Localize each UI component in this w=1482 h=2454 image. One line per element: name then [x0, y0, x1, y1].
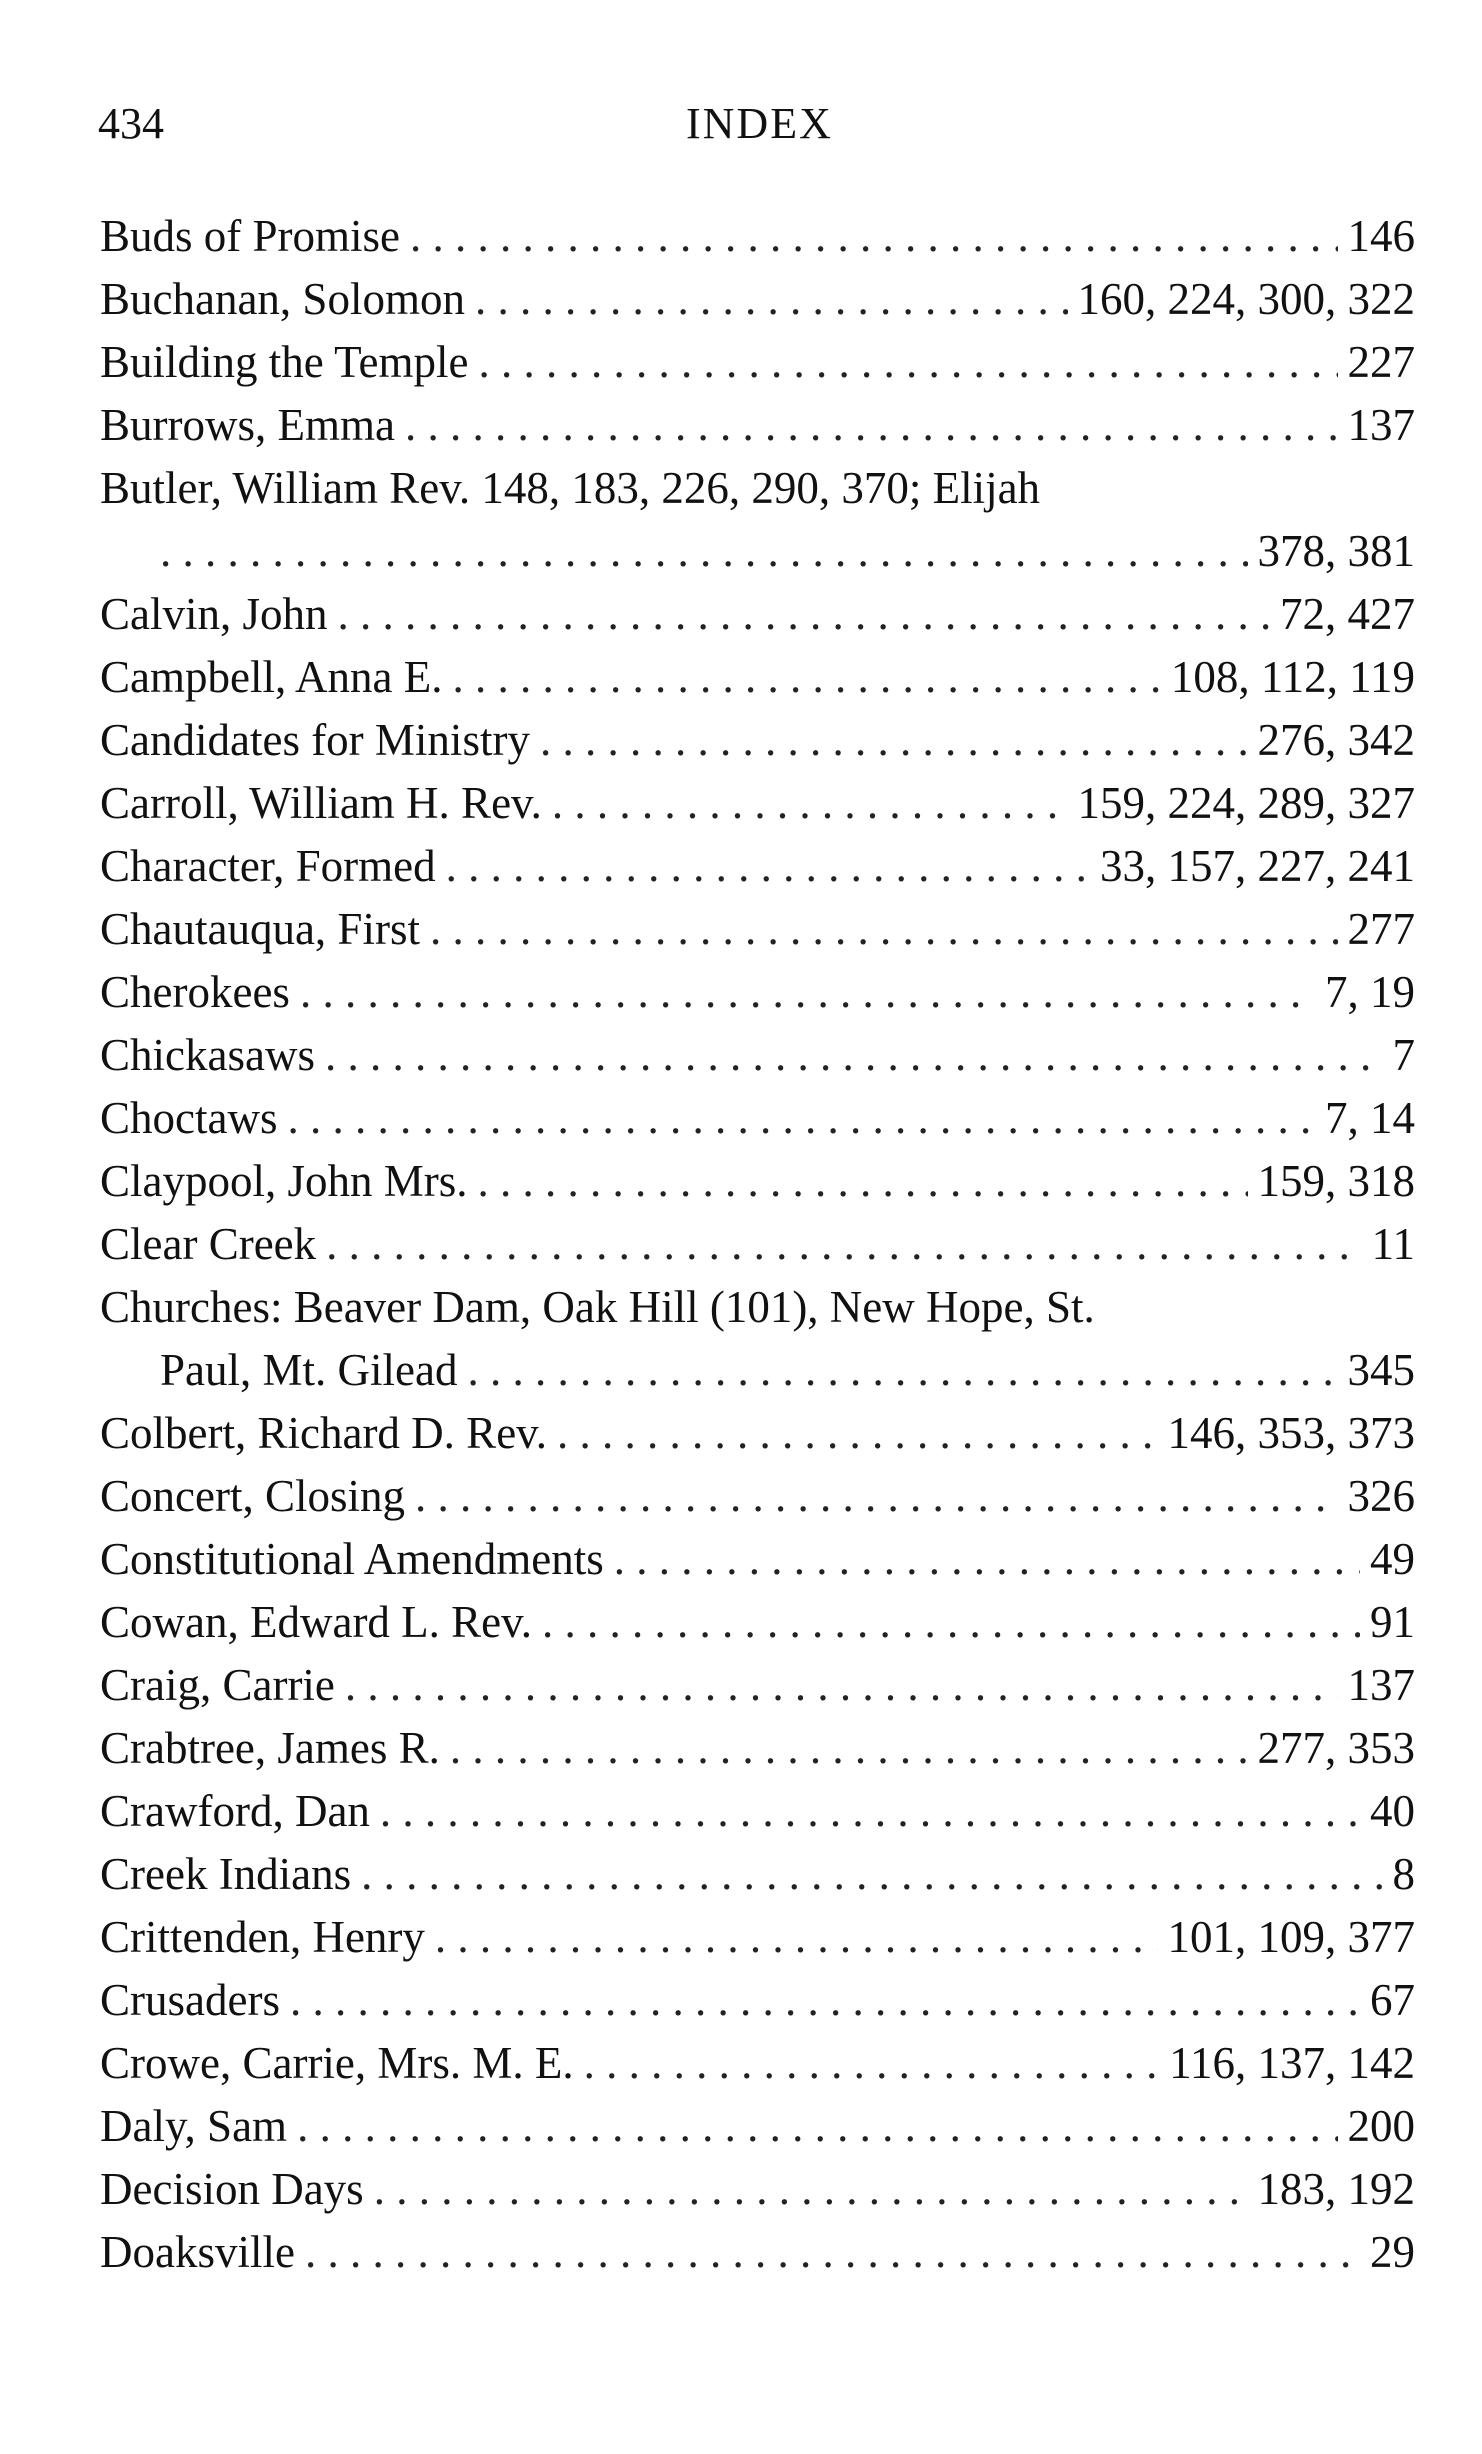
dot-leader	[297, 2095, 1337, 2158]
entry-name: Character, Formed	[100, 841, 436, 891]
dot-leader	[584, 2032, 1159, 2095]
index-entry	[100, 1402, 1415, 1465]
entry-pages: 72, 427	[1280, 589, 1415, 639]
entry-pages: 8	[1392, 1849, 1415, 1899]
entry-name: Cowan, Edward L. Rev.	[100, 1597, 532, 1647]
entry-name: Butler, William Rev. 148, 183, 226, 290, 370; Elijah	[100, 463, 1041, 513]
entry-name: Buds of Promise	[100, 211, 401, 261]
entry-name: Crowe, Carrie, Mrs. M. E.	[100, 2038, 574, 2088]
entry-name: Chickasaws	[100, 1030, 315, 1080]
dot-leader	[338, 583, 1270, 646]
dot-leader	[542, 1591, 1360, 1654]
dot-leader	[410, 205, 1337, 268]
index-entry	[100, 1969, 1415, 2032]
dot-leader	[557, 1402, 1158, 1465]
entry-pages: 160, 224, 300, 322	[1077, 274, 1415, 324]
index-list	[100, 205, 1415, 2284]
index-entry-first-line	[100, 1276, 1415, 1339]
entry-name: Clear Creek	[100, 1219, 317, 1269]
index-entry	[100, 709, 1415, 772]
index-entry	[100, 1150, 1415, 1213]
dot-leader	[552, 772, 1068, 835]
entry-pages: 277, 353	[1257, 1723, 1415, 1773]
index-entry	[100, 646, 1415, 709]
index-entry	[100, 835, 1415, 898]
index-entry	[100, 1591, 1415, 1654]
entry-name: Carroll, William H. Rev.	[100, 778, 542, 828]
running-title: INDEX	[686, 99, 833, 148]
entry-name: Crawford, Dan	[100, 1786, 370, 1836]
entry-pages: 146	[1347, 211, 1415, 261]
entry-pages: 7, 19	[1325, 967, 1415, 1017]
dot-leader	[300, 961, 1315, 1024]
index-entry-continuation	[100, 1339, 1415, 1402]
index-entry	[100, 898, 1415, 961]
entry-pages: 11	[1371, 1219, 1415, 1269]
entry-name: Colbert, Richard D. Rev.	[100, 1408, 547, 1458]
entry-name: Crusaders	[100, 1975, 280, 2025]
index-entry	[100, 1906, 1415, 1969]
entry-pages: 49	[1370, 1534, 1415, 1584]
index-entry	[100, 205, 1415, 268]
entry-name: Building the Temple	[100, 337, 469, 387]
dot-leader	[450, 1717, 1248, 1780]
entry-pages: 7, 14	[1325, 1093, 1415, 1143]
dot-leader	[345, 1654, 1338, 1717]
index-entry	[100, 1087, 1415, 1150]
entry-name: Buchanan, Solomon	[100, 274, 465, 324]
index-entry	[100, 1024, 1415, 1087]
index-entry	[100, 961, 1415, 1024]
dot-leader	[380, 1780, 1360, 1843]
dot-leader	[435, 1906, 1158, 1969]
entry-pages: 227	[1347, 337, 1415, 387]
entry-name: Candidates for Ministry	[100, 715, 530, 765]
entry-name: Doaksville	[100, 2227, 295, 2277]
entry-name: Choctaws	[100, 1093, 278, 1143]
entry-pages: 200	[1347, 2101, 1415, 2151]
entry-pages: 146, 353, 373	[1167, 1408, 1415, 1458]
index-entry	[100, 1843, 1415, 1906]
dot-leader	[305, 2221, 1360, 2284]
index-entry	[100, 2158, 1415, 2221]
entry-pages: 29	[1370, 2227, 1415, 2277]
index-entry	[100, 2221, 1415, 2284]
entry-name: Crittenden, Henry	[100, 1912, 425, 1962]
entry-name: Daly, Sam	[100, 2101, 288, 2151]
dot-leader	[467, 1339, 1337, 1402]
index-entry	[100, 331, 1415, 394]
entry-name: Campbell, Anna E.	[100, 652, 443, 702]
entry-pages: 40	[1370, 1786, 1415, 1836]
index-entry	[100, 394, 1415, 457]
dot-leader	[540, 709, 1248, 772]
entry-pages: 33, 157, 227, 241	[1100, 841, 1415, 891]
dot-leader	[160, 520, 1248, 583]
entry-pages: 159, 224, 289, 327	[1077, 778, 1415, 828]
entry-pages: 137	[1347, 400, 1415, 450]
entry-pages: 276, 342	[1257, 715, 1415, 765]
dot-leader	[287, 1087, 1315, 1150]
dot-leader	[290, 1969, 1360, 2032]
index-entry	[100, 772, 1415, 835]
entry-name: Calvin, John	[100, 589, 328, 639]
index-entry	[100, 583, 1415, 646]
dot-leader	[478, 1150, 1248, 1213]
index-entry	[100, 1780, 1415, 1843]
dot-leader	[452, 646, 1160, 709]
dot-leader	[326, 1213, 1362, 1276]
entry-pages: 116, 137, 142	[1169, 2038, 1415, 2088]
index-entry	[100, 1717, 1415, 1780]
entry-pages: 183, 192	[1257, 2164, 1415, 2214]
index-entry	[100, 1213, 1415, 1276]
index-entry	[100, 2095, 1415, 2158]
index-entry	[100, 1528, 1415, 1591]
entry-pages: 378, 381	[1257, 526, 1415, 576]
entry-name: Cherokees	[100, 967, 290, 1017]
entry-pages: 7	[1392, 1030, 1415, 1080]
dot-leader	[415, 1465, 1338, 1528]
entry-pages: 137	[1347, 1660, 1415, 1710]
entry-pages: 101, 109, 377	[1167, 1912, 1415, 1962]
entry-name: Chautauqua, First	[100, 904, 420, 954]
entry-name: Crabtree, James R.	[100, 1723, 440, 1773]
index-entry	[100, 1465, 1415, 1528]
index-entry	[100, 268, 1415, 331]
dot-leader	[446, 835, 1090, 898]
dot-leader	[614, 1528, 1360, 1591]
entry-name: Burrows, Emma	[100, 400, 395, 450]
dot-leader	[475, 268, 1068, 331]
entry-name: Concert, Closing	[100, 1471, 405, 1521]
page-header	[98, 98, 1398, 158]
page-number: 434	[98, 99, 164, 148]
entry-name: Churches: Beaver Dam, Oak Hill (101), New Hope, St.	[100, 1282, 1095, 1332]
index-entry	[100, 1654, 1415, 1717]
entry-pages: 326	[1347, 1471, 1415, 1521]
dot-leader	[430, 898, 1338, 961]
entry-pages: 67	[1370, 1975, 1415, 2025]
dot-leader	[325, 1024, 1383, 1087]
entry-name: Claypool, John Mrs.	[100, 1156, 468, 1206]
entry-name: Creek Indians	[100, 1849, 352, 1899]
entry-pages: 277	[1347, 904, 1415, 954]
entry-name: Decision Days	[100, 2164, 364, 2214]
index-entry-first-line	[100, 457, 1415, 520]
entry-pages: 159, 318	[1257, 1156, 1415, 1206]
entry-pages: 345	[1347, 1345, 1415, 1395]
entry-name: Constitutional Amendments	[100, 1534, 604, 1584]
entry-continuation-text: Paul, Mt. Gilead	[160, 1345, 458, 1395]
dot-leader	[478, 331, 1337, 394]
entry-pages: 108, 112, 119	[1170, 652, 1415, 702]
entry-name: Craig, Carrie	[100, 1660, 335, 1710]
index-entry	[100, 2032, 1415, 2095]
dot-leader	[361, 1843, 1382, 1906]
dot-leader	[374, 2158, 1248, 2221]
dot-leader	[405, 394, 1338, 457]
entry-pages: 91	[1370, 1597, 1415, 1647]
index-entry-continuation	[100, 520, 1415, 583]
